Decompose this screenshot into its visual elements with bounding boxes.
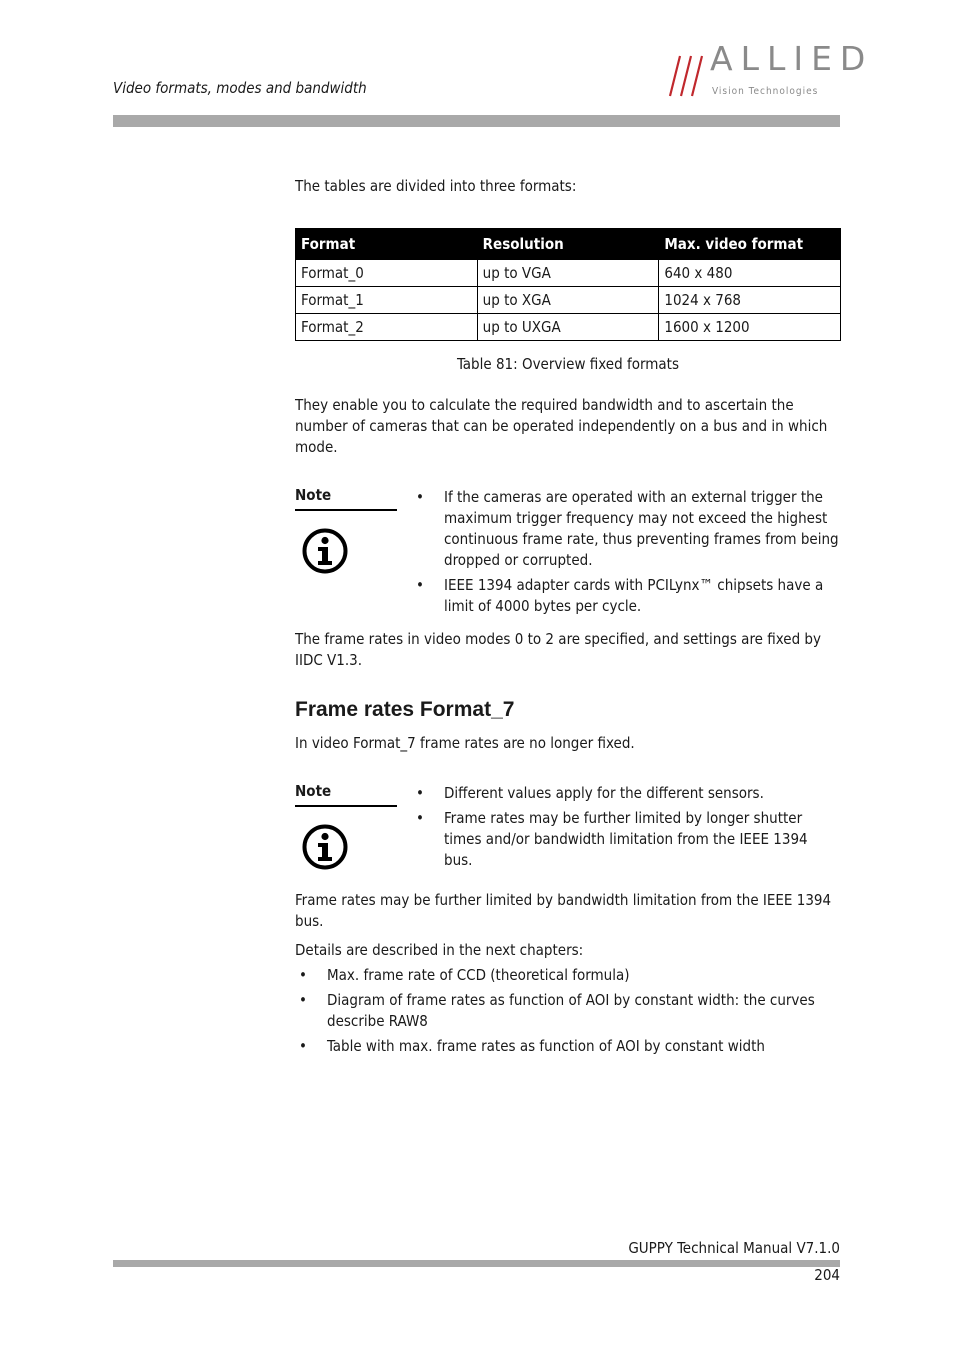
note-label: Note — [295, 485, 397, 511]
note-label: Note — [295, 781, 397, 807]
table-cell: Format_0 — [296, 260, 478, 287]
table-row — [296, 287, 841, 314]
header-rule — [113, 115, 840, 127]
table-cell: up to XGA — [477, 287, 659, 314]
company-logo — [668, 39, 874, 102]
page-number: 204 — [814, 1266, 840, 1284]
intro-paragraph: The tables are divided into three formats: — [295, 177, 577, 195]
column-header: Resolution — [477, 229, 659, 260]
logo-slashes-icon — [668, 52, 712, 98]
info-icon — [301, 527, 349, 575]
details-paragraph: Details are described in the next chapters: — [295, 941, 584, 959]
table-cell: 1024 x 768 — [659, 287, 841, 314]
list-item: • Different values apply for the different sensors. — [416, 783, 840, 804]
list-item: • IEEE 1394 adapter cards with PCILynx™ chipsets have a limit of 4000 bytes per cycle. — [416, 575, 840, 617]
fixed-rates-paragraph: The frame rates in video modes 0 to 2 are specified, and settings are fixed by IIDC V1.3. — [295, 630, 821, 669]
table-row — [296, 260, 841, 287]
table-cell: Format_2 — [296, 314, 478, 341]
table-cell: 640 x 480 — [659, 260, 841, 287]
format7-paragraph: In video Format_7 frame rates are no longer fixed. — [295, 734, 635, 752]
info-icon — [301, 823, 349, 871]
list-item: • Max. frame rate of CCD (theoretical formula) — [299, 965, 840, 986]
table-cell: Format_1 — [296, 287, 478, 314]
column-header: Max. video format — [659, 229, 841, 260]
details-list — [299, 965, 840, 1061]
formats-table — [295, 228, 841, 341]
list-item: • Diagram of frame rates as function of AOI by constant width: the curves describe RAW8 — [299, 990, 840, 1032]
table-row — [296, 314, 841, 341]
table-caption: Table 81: Overview fixed formats — [457, 355, 679, 373]
logo-tagline: Vision Technologies — [712, 86, 819, 97]
running-header: Video formats, modes and bandwidth — [113, 79, 367, 97]
column-header: Format — [296, 229, 478, 260]
footer-rule — [113, 1260, 840, 1267]
table-cell: 1600 x 1200 — [659, 314, 841, 341]
list-item: • Table with max. frame rates as function of AOI by constant width — [299, 1036, 840, 1057]
bandwidth-limit-paragraph: Frame rates may be further limited by bandwidth limitation from the IEEE 1394 bus. — [295, 891, 832, 930]
bandwidth-paragraph: They enable you to calculate the required bandwidth and to ascertain the number of cameras that can be operated independently on a bus and in which mode. — [295, 396, 828, 456]
list-item: • Frame rates may be further limited by longer shutter times and/or bandwidth limitation from the IEEE 1394 bus. — [416, 808, 840, 871]
note-list — [416, 783, 840, 875]
table-cell: up to VGA — [477, 260, 659, 287]
note-list — [416, 487, 840, 621]
footer-manual-title: GUPPY Technical Manual V7.1.0 — [628, 1239, 840, 1257]
list-item: • If the cameras are operated with an external trigger the maximum trigger frequency may not exceed the highest continuous frame rate, thus preventing frames from being dropped or corrupted. — [416, 487, 840, 571]
table-cell: up to UXGA — [477, 314, 659, 341]
logo-wordmark: ALLIED — [710, 39, 874, 78]
table-header-row — [296, 229, 841, 260]
section-heading: Frame rates Format_7 — [295, 698, 515, 721]
